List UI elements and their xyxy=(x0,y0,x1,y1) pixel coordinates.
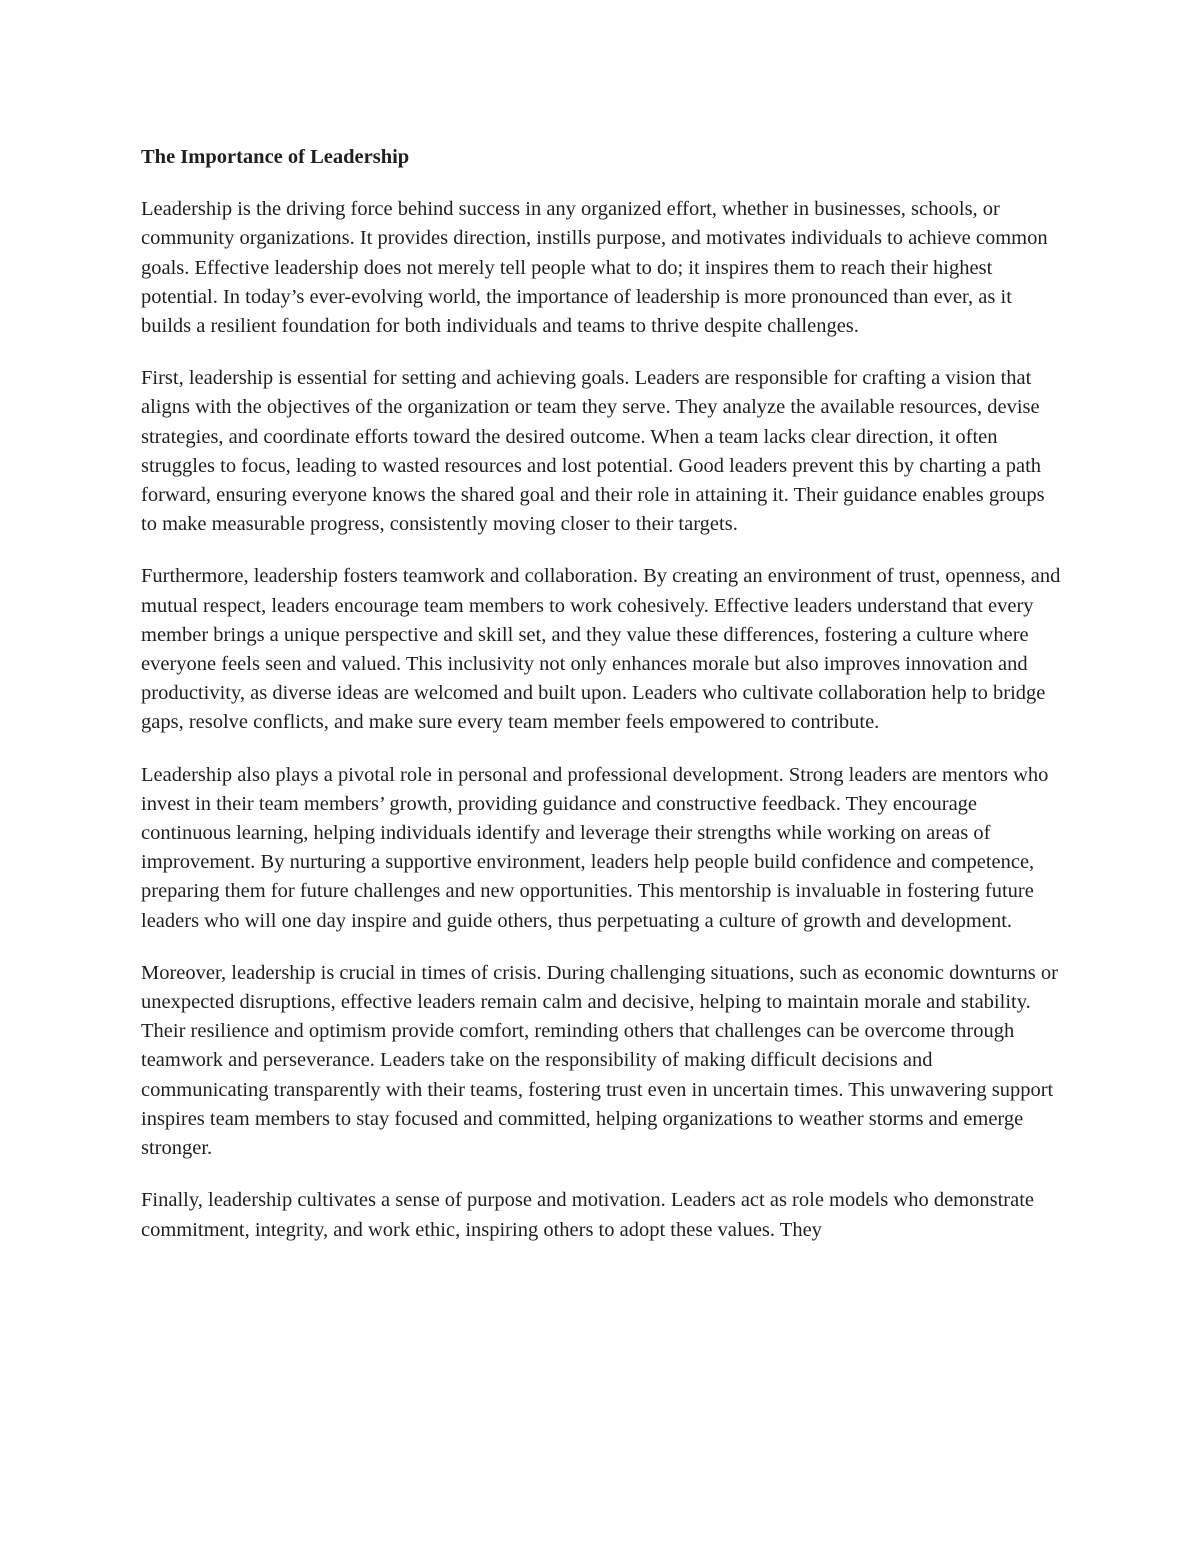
document-page xyxy=(141,143,1063,1268)
paragraph-goals: First, leadership is essential for setting and achieving goals. Leaders are responsible for crafting a vision that aligns with the objectives of the organization or team they serve. They analyze the available resources, devise strategies, and coordinate efforts toward the desired outcome. When a team lacks clear direction, it often struggles to focus, leading to wasted resources and lost potential. Good leaders prevent this by charting a path forward, ensuring everyone knows the shared goal and their role in attaining it. Their guidance enables groups to make measurable progress, consistently moving closer to their targets. xyxy=(141,367,1045,536)
document-title: The Importance of Leadership xyxy=(141,146,410,168)
paragraph-intro: Leadership is the driving force behind success in any organized effort, whether in businesses, schools, or community organizations. It provides direction, instills purpose, and motivates individuals to achieve common goals. Effective leadership does not merely tell people what to do; it inspires them to reach their highest potential. In today’s ever-evolving world, the importance of leadership is more pronounced than ever, as it builds a resilient foundation for both individuals and teams to thrive despite challenges. xyxy=(141,198,1048,338)
paragraph-crisis: Moreover, leadership is crucial in times of crisis. During challenging situations, such as economic downturns or unexpected disruptions, effective leaders remain calm and decisive, helping to maintain morale and stability. Their resilience and optimism provide comfort, reminding others that challenges can be overcome through teamwork and perseverance. Leaders take on the responsibility of making difficult decisions and communicating transparently with their teams, fostering trust even in uncertain times. This unwavering support inspires team members to stay focused and committed, helping organizations to weather storms and emerge stronger. xyxy=(141,961,1058,1160)
paragraph-development: Leadership also plays a pivotal role in personal and professional development. Strong leaders are mentors who invest in their team members’ growth, providing guidance and constructive feedback. They encourage continuous learning, helping individuals identify and leverage their strengths while working on areas of improvement. By nurturing a supportive environment, leaders help people build confidence and competence, preparing them for future challenges and new opportunities. This mentorship is invaluable in fostering future leaders who will one day inspire and guide others, thus perpetuating a culture of growth and development. xyxy=(141,763,1049,932)
paragraph-teamwork: Furthermore, leadership fosters teamwork and collaboration. By creating an environment of trust, openness, and mutual respect, leaders encourage team members to work cohesively. Effective leaders understand that every member brings a unique perspective and skill set, and they value these differences, fostering a culture where everyone feels seen and valued. This inclusivity not only enhances morale but also improves innovation and productivity, as diverse ideas are welcomed and built upon. Leaders who cultivate collaboration help to bridge gaps, resolve conflicts, and make sure every team member feels empowered to contribute. xyxy=(141,565,1061,734)
paragraph-purpose: Finally, leadership cultivates a sense of purpose and motivation. Leaders act as role models who demonstrate commitment, integrity, and work ethic, inspiring others to adopt these values. They xyxy=(141,1189,1035,1241)
